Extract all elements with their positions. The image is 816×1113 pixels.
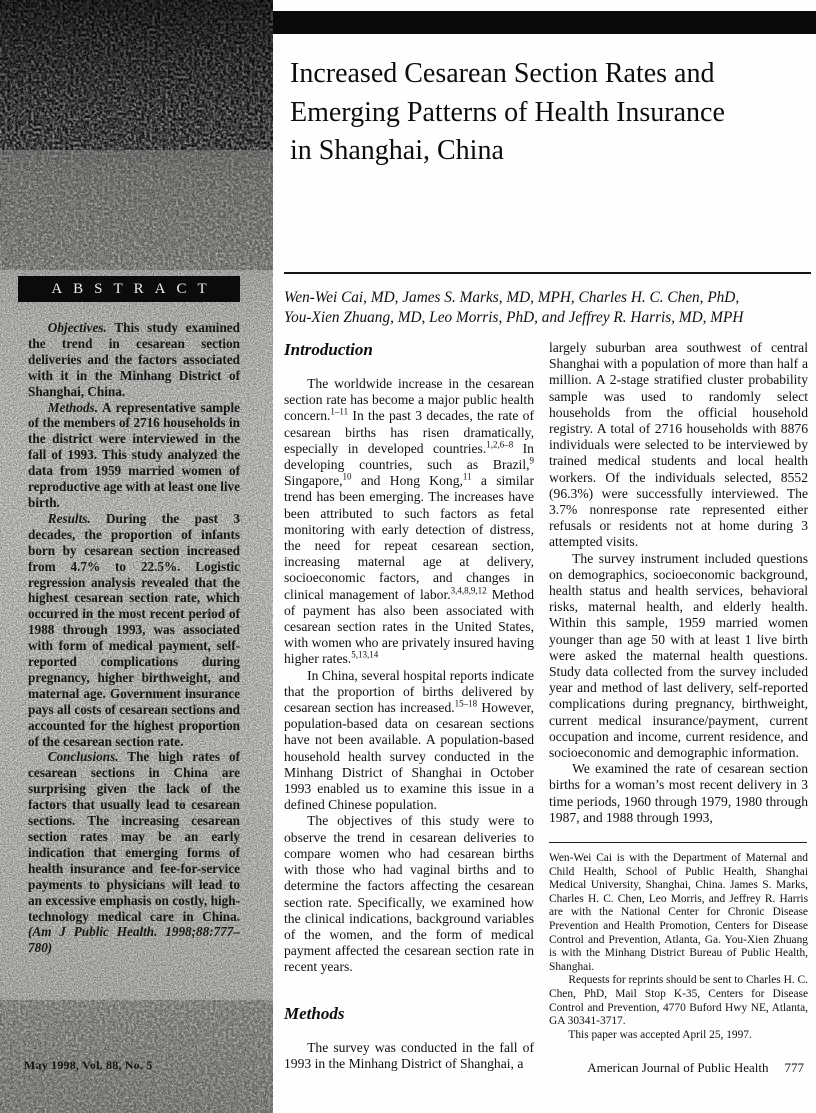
footnote-paragraph: This paper was accepted April 25, 1997. (568, 1028, 752, 1041)
abstract-paragraph (28, 511, 240, 750)
body-paragraph: The worldwide increase in the cesarean section rate has become a major public health concern.$^{1-11}$ In the past 3 decades, the rate of cesarean births has risen dramatically, especially in developed countries.$^{1,2,6-8}$ In developing countries, such as Brazil,$^9$ Singapore,$^{10}$ and Hong Kong,$^{11}$ a similar trend has been emerging. The increases have been attributed to such factors as fetal monitoring with early detection of distress, the need for repeat cesarean section, increasing maternal age at delivery, socioeconomic factors, and changes in clinical management of labor.$^{3,4,8,9,12}$ Method of payment has also been associated with cesarean section rates in the United States, with women who are privately insured having higher rates.$^{5,13,14}$ (284, 376, 534, 667)
abstract-citation: (Am J Public Health. 1998;88:777–780) (28, 924, 240, 956)
footer-journal-name: American Journal of Public Health (587, 1060, 769, 1075)
page-title (290, 55, 810, 171)
author-line: You-Xien Zhuang, MD, Leo Morris, PhD, and Jeffrey R. Harris, MD, MPH (284, 309, 744, 326)
abstract-body-text: This study examined the trend in cesarean section deliveries and the factors associated with it in the Minhang District of Shanghai, China. (28, 320, 240, 399)
article-columns (284, 340, 808, 1072)
abstract-header-bar (18, 276, 240, 302)
section-heading-methods: Methods (284, 1003, 345, 1023)
section-heading-introduction: Introduction (284, 340, 373, 359)
abstract-body-text: During the past 3 decades, the proportion of infants born by cesarean section increased from 4.7% to 22.5%. Logistic regression analysis revealed that the highest cesarean section rate, which occurred in the most recent period of 1988 through 1993, was associated with form of medical payment, self-reported complications during pregnancy, higher birthweight, and maternal age. Government insurance pays all costs of cesarean sections and accounted for the highest proportion of the cesarean section rate. (28, 510, 241, 749)
abstract-lead: Objectives. (47, 320, 107, 335)
title-line: Increased Cesarean Section Rates and (290, 58, 715, 89)
footnote-paragraph: Wen-Wei Cai is with the Department of Maternal and Child Health, School of Public Health, Shanghai Medical University, Shanghai, China. James S. Marks, Charles H. C. Chen, Leo Morris, and Jeffrey R. Harris are with the National Center for Chronic Disease Prevention and Health Promotion, Centers for Disease Control and Prevention, Atlanta, Ga. You-Xien Zhuang is with the Minhang District Bureau of Public Health, Shanghai. (549, 852, 808, 973)
body-paragraph: In China, several hospital reports indicate that the proportion of births delivered by cesarean section has increased.$^{15-18}$ However, population-based data on cesarean sections have not been available. A population-based household health survey conducted in the Minhang District of Shanghai in October 1993 enabled us to examine this issue in a defined Chinese population. (284, 667, 535, 813)
abstract-panel (28, 320, 240, 956)
title-line: Emerging Patterns of Health Insurance (290, 96, 725, 128)
body-paragraph: The objectives of this study were to observe the trend in cesarean deliveries to compare women who had cesarean births with those who had vaginal births and to determine the factors affecting the cesarean section rate. Specifically, we examined how the clinical indications, background variables of the women, and the form of medical payment affected the cesarean section rate in recent years. (284, 813, 534, 975)
abstract-body-text: The high rates of cesarean sections in China are surprising given the lack of the factors that usually lead to cesarean sections. The increasing cesarean section rates may be an early indication that emerging forms of health insurance and fee-for-service payments to physicians will lead to an excessive emphasis on costly, high-technology medical care in China. (28, 749, 241, 924)
column-left (284, 340, 534, 1072)
footer-issue-info: May 1998, Vol. 88, No. 5 (24, 1058, 153, 1072)
footnote-paragraph: Requests for reprints should be sent to Charles H. C. Chen, PhD, Mail Stop K-35, Centers for Disease Control and Prevention, 4770 Buford Hwy NE, Atlanta, GA 30341-3717. (549, 974, 808, 1028)
body-paragraph: The survey was conducted in the fall of 1993 in the Minhang District of Shanghai, a (284, 1039, 534, 1071)
body-paragraph: We examined the rate of cesarean section births for a woman’s most recent delivery in 3 time periods, 1960 through 1979, 1980 through 1987, and 1988 through 1993, (549, 761, 808, 825)
author-line: Wen-Wei Cai, MD, James S. Marks, MD, MPH, Charles H. C. Chen, PhD, (284, 289, 740, 306)
body-paragraph: The survey instrument included questions on demographics, socioeconomic background, health status and health services, behavioral risks, maternal health, and elderly health. Within this sample, 1959 married women younger than age 50 with at least 1 live birth were asked the maternal health questions. Study data collected from the survey included year and method of last delivery, self-reported complications during pregnancy, birthweight, current medical insurance/payment, current occupation and income, current residence, and socioeconomic and demographic information. (549, 550, 808, 761)
abstract-lead: Conclusions. (47, 749, 119, 765)
abstract-paragraph (28, 400, 240, 511)
footer-journal-line (587, 1060, 804, 1076)
abstract-lead: Methods. (47, 399, 98, 415)
column-right (549, 340, 808, 1072)
abstract-lead: Results. (47, 510, 91, 526)
authors-divider (284, 272, 811, 274)
body-paragraph: largely suburban area southwest of central Shanghai with a population of more than half a million. A 2-stage stratified cluster probability sample was used to randomly select households from the official household registry. A total of 2716 households with 8876 individuals were selected to be interviewed by trained medical students and local health workers. Of the individuals selected, 8552 (96.3%) were successfully interviewed. The 3.7% nonresponse rate represented either refusals or residents not at home during 3 attempted visits. (549, 340, 808, 550)
footnote-divider (549, 842, 807, 843)
footnote-block (549, 852, 808, 1042)
title-line: in Shanghai, China (290, 135, 504, 166)
abstract-paragraph (28, 749, 240, 956)
abstract-paragraph (28, 320, 240, 400)
scan-margin-strip (0, 0, 273, 1113)
authors-byline (284, 288, 811, 328)
abstract-header-label: ABSTRACT (51, 281, 218, 297)
footer-page-number: 777 (784, 1060, 804, 1075)
header-black-bar (273, 11, 816, 34)
abstract-body-text: A representative sample of the members of 2716 households in the district were interviewed in the fall of 1993. This study analyzed the data from 1959 married women of reproductive age with at least one live birth. (28, 399, 241, 510)
